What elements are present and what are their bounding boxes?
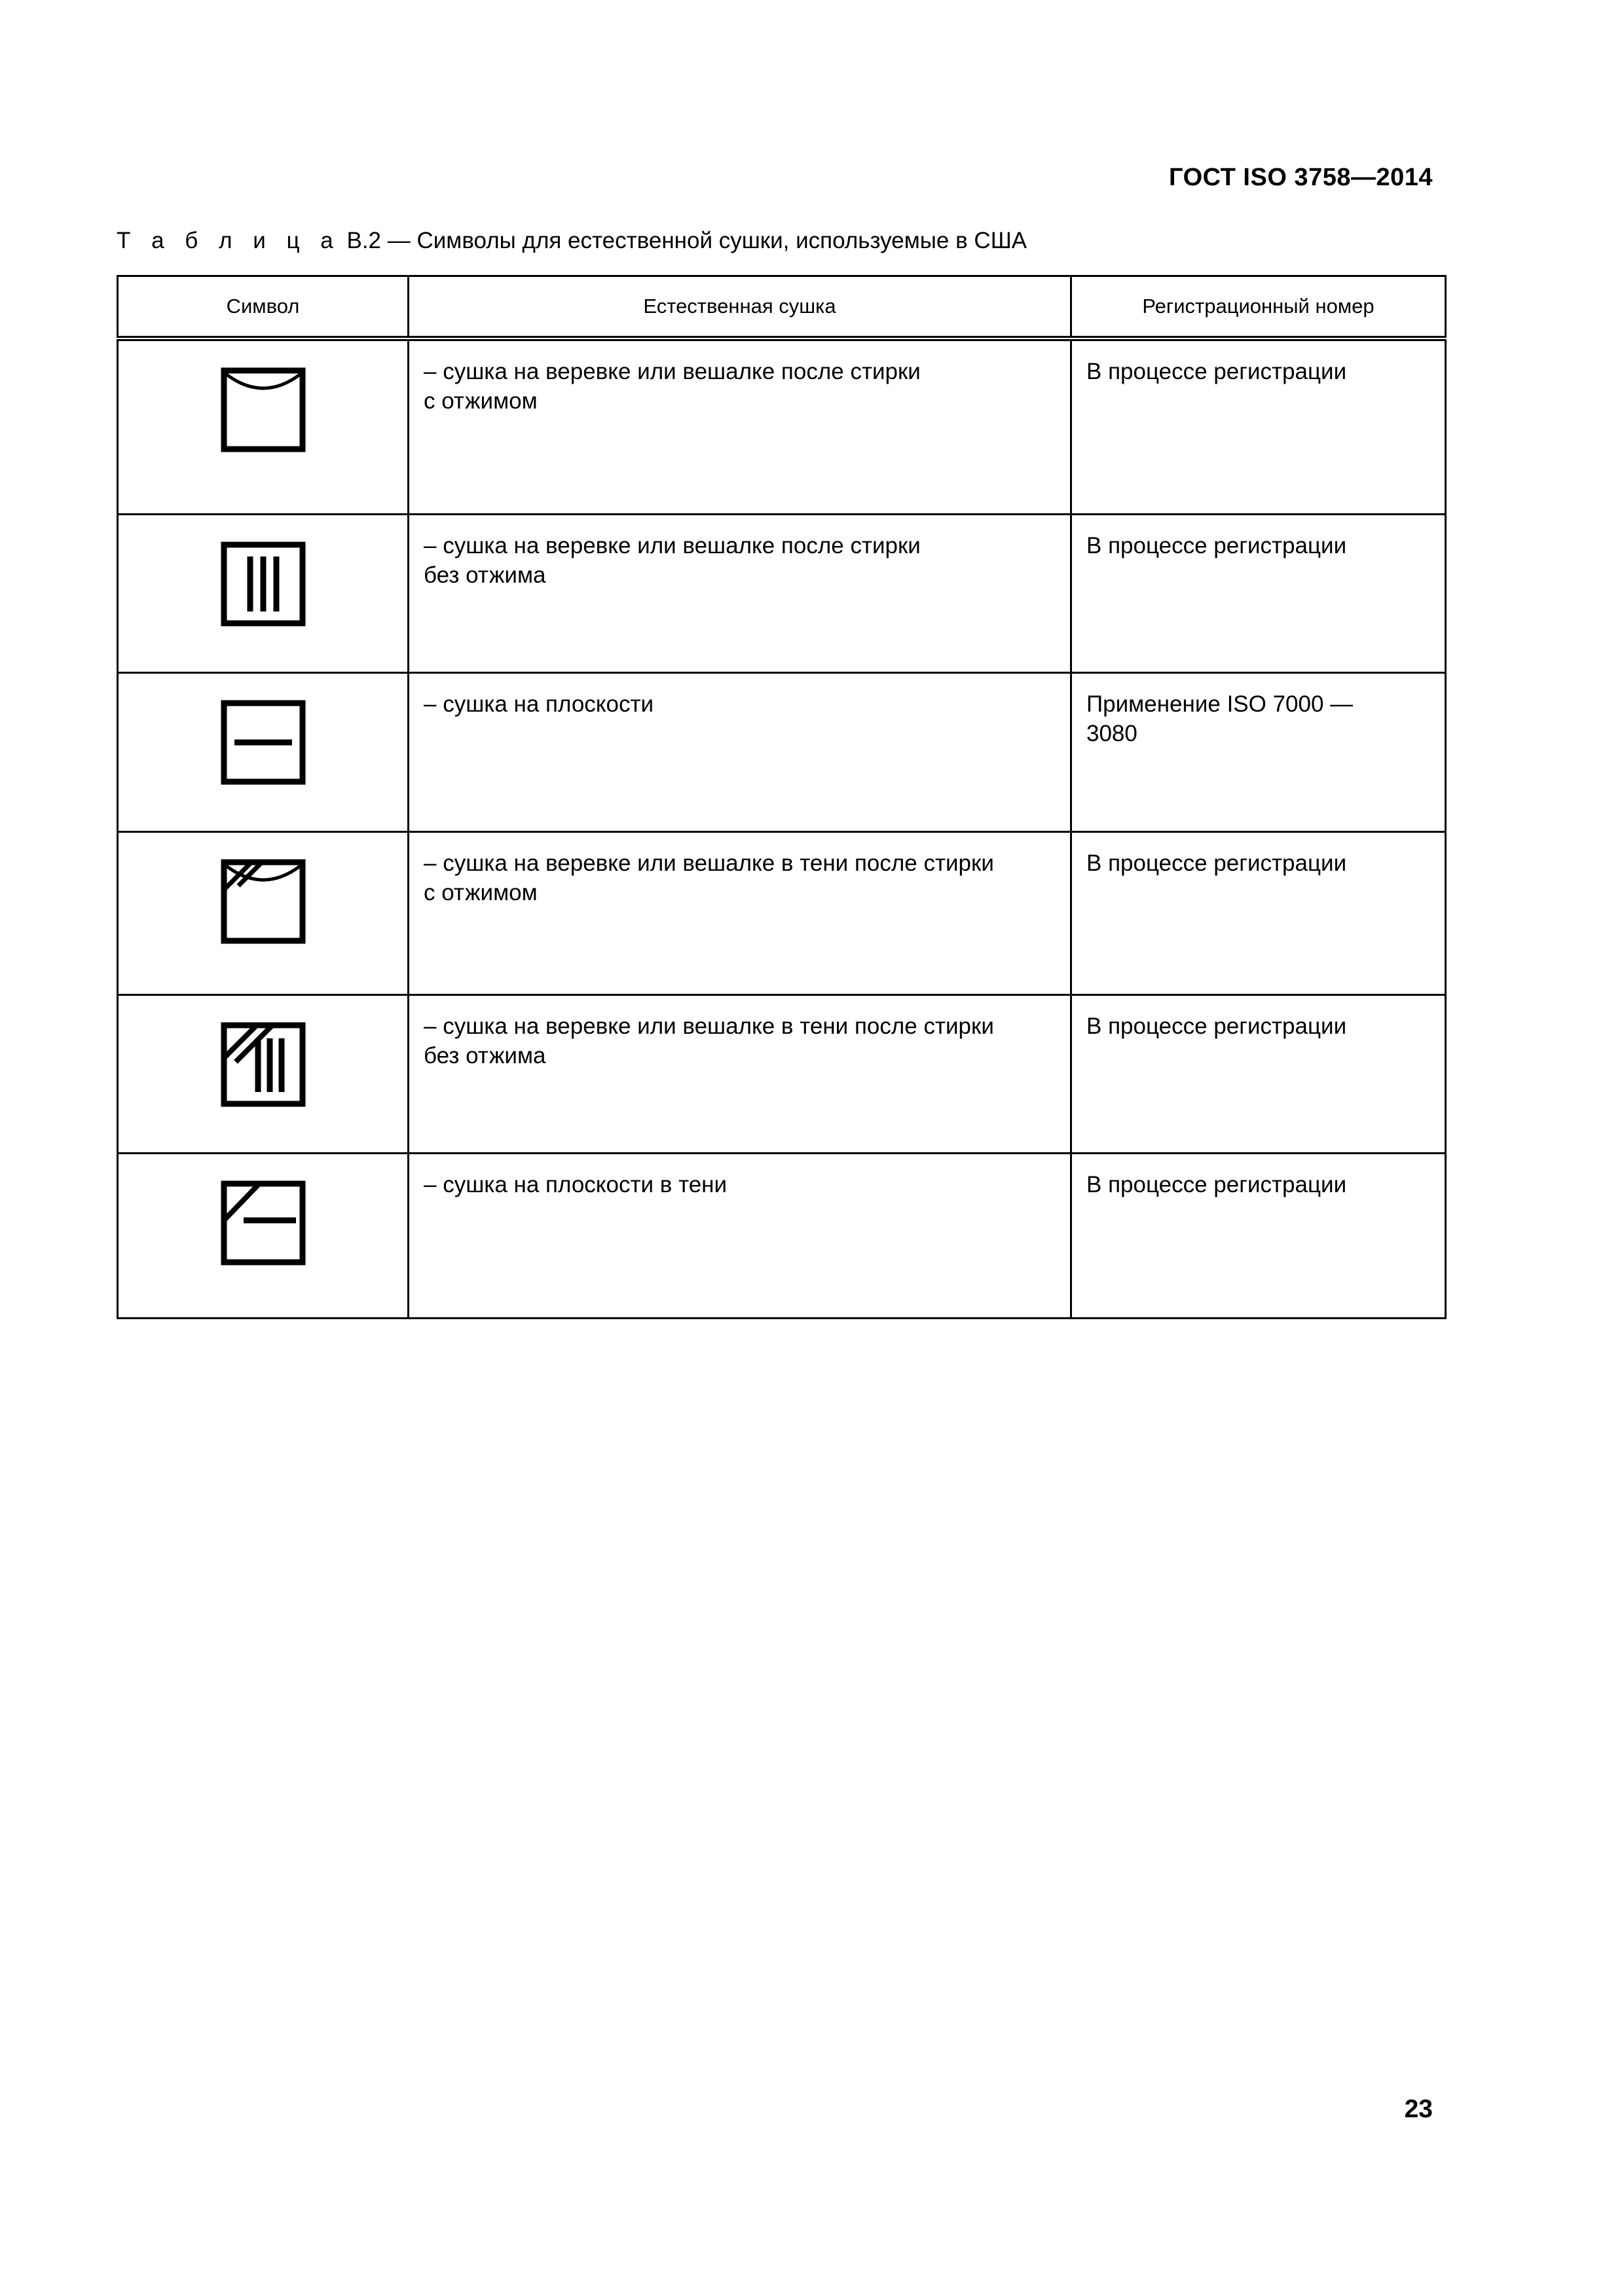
description-cell [409, 831, 1071, 994]
table-caption-text: В.2 — Символы для естественной сушки, используемые в США [346, 228, 1027, 253]
description-line: с отжимом [424, 388, 538, 414]
table-header-row [118, 276, 1446, 339]
registration-line: В процессе регистрации [1086, 1013, 1347, 1039]
registration-cell [1071, 514, 1446, 672]
document-code: ГОСТ ISO 3758—2014 [1169, 164, 1433, 191]
registration-cell [1071, 994, 1446, 1153]
table-row [118, 672, 1446, 831]
column-header-symbol: Символ [118, 276, 409, 339]
registration-cell [1071, 831, 1446, 994]
description-cell [409, 994, 1071, 1153]
symbol-cell [118, 994, 409, 1153]
table-caption-label: Т а б л и ц а [117, 228, 341, 253]
drip-dry-shade-symbol-icon [217, 1019, 309, 1110]
description-line: – сушка на веревке или вешалке в тени после стирки [424, 1013, 994, 1039]
table-row [118, 338, 1446, 514]
description-line: – сушка на веревке или вешалке в тени после стирки [424, 850, 994, 876]
description-line: – сушка на веревке или вешалке после стирки [424, 532, 921, 558]
description-cell [409, 1153, 1071, 1318]
description-line: – сушка на веревке или вешалке после стирки [424, 359, 921, 384]
table-row [118, 994, 1446, 1153]
registration-line: В процессе регистрации [1086, 532, 1347, 558]
description-line: с отжимом [424, 879, 538, 905]
registration-line: 3080 [1086, 720, 1137, 746]
line-dry-shade-symbol-icon [217, 856, 309, 947]
symbol-cell [118, 831, 409, 994]
description-cell [409, 514, 1071, 672]
column-header-drying: Естественная сушка [409, 276, 1071, 339]
symbol-cell [118, 514, 409, 672]
drip-dry-symbol-icon [217, 538, 309, 630]
description-line: без отжима [424, 562, 546, 588]
symbol-cell [118, 1153, 409, 1318]
registration-line: В процессе регистрации [1086, 359, 1347, 384]
table-row [118, 514, 1446, 672]
table-row [118, 831, 1446, 994]
registration-line: Применение ISO 7000 — [1086, 691, 1354, 717]
registration-cell [1071, 1153, 1446, 1318]
description-line: – сушка на плоскости в тени [424, 1171, 728, 1197]
symbol-cell [118, 338, 409, 514]
page-number: 23 [1404, 2095, 1433, 2123]
registration-line: В процессе регистрации [1086, 850, 1347, 876]
registration-line: В процессе регистрации [1086, 1171, 1347, 1197]
registration-cell [1071, 672, 1446, 831]
line-dry-symbol-icon [217, 364, 309, 456]
column-header-registration: Регистрационный номер [1071, 276, 1446, 339]
dry-flat-symbol-icon [217, 697, 309, 788]
table-row [118, 1153, 1446, 1318]
description-line: – сушка на плоскости [424, 691, 654, 717]
description-line: без отжима [424, 1042, 546, 1068]
table-caption [117, 228, 1027, 254]
dry-flat-shade-symbol-icon [217, 1177, 309, 1269]
drying-symbols-table [117, 275, 1447, 1319]
description-cell [409, 338, 1071, 514]
symbol-cell [118, 672, 409, 831]
registration-cell [1071, 338, 1446, 514]
description-cell [409, 672, 1071, 831]
